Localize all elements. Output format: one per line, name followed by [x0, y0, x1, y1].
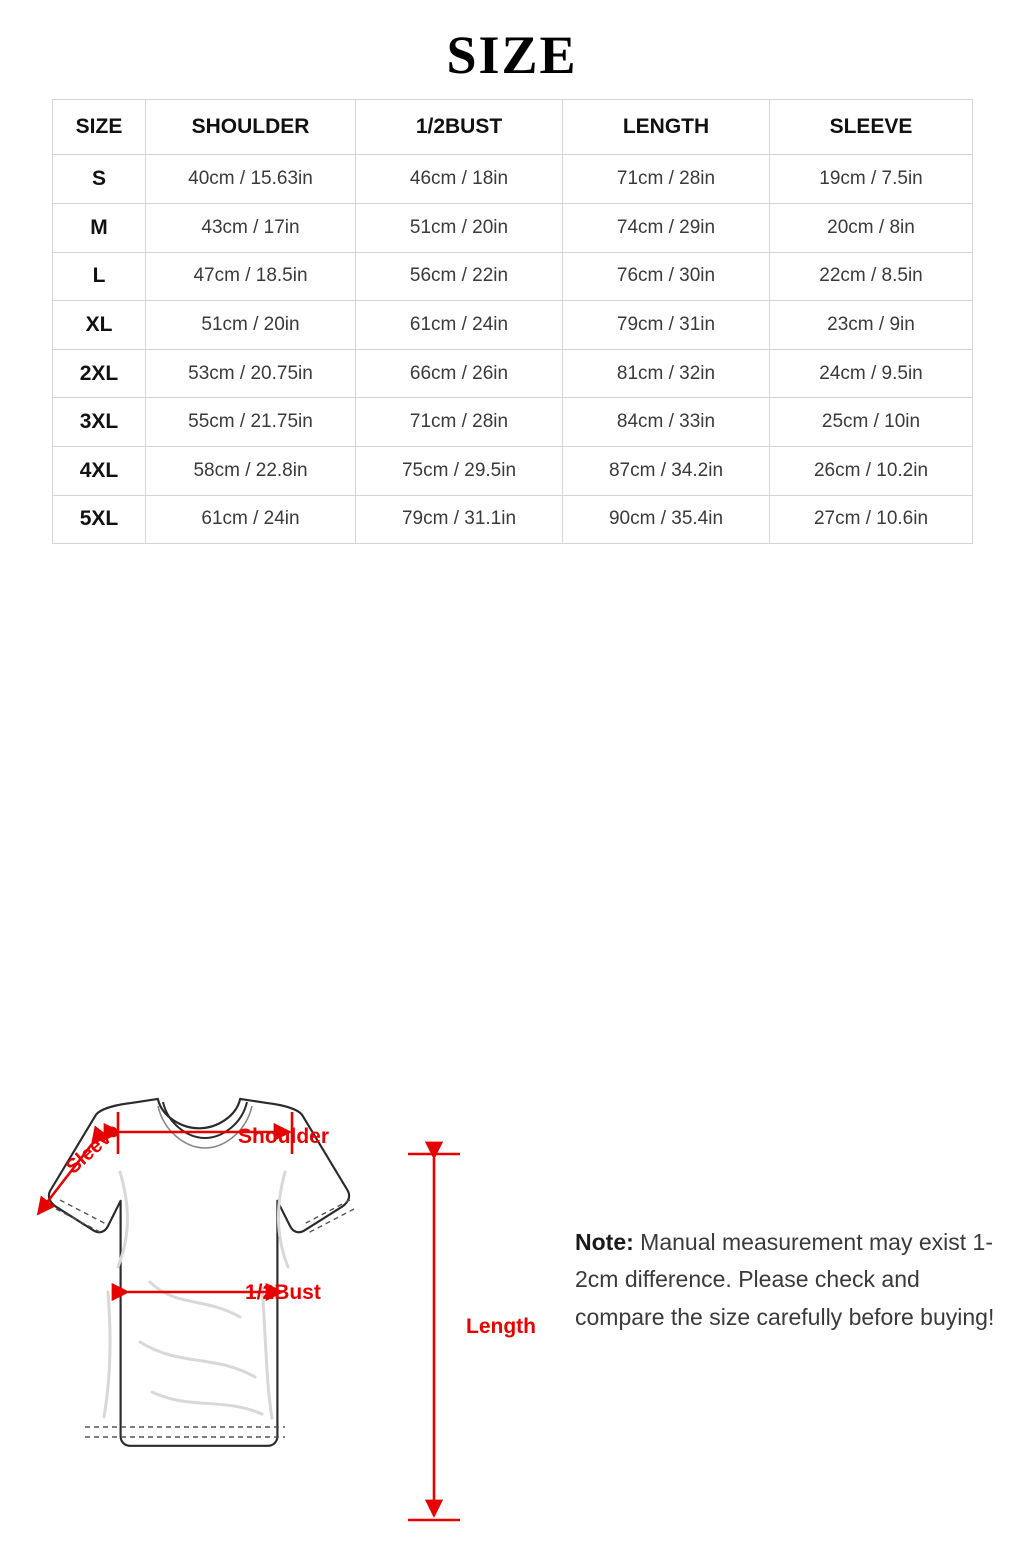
cell-bust: 46cm / 18in: [356, 155, 563, 204]
measurement-guide: [0, 544, 1024, 1339]
column-header-shoulder: SHOULDER: [146, 100, 356, 155]
cell-sleeve: 27cm / 10.6in: [770, 495, 973, 544]
column-header-bust: 1/2BUST: [356, 100, 563, 155]
cell-shoulder: 55cm / 21.75in: [146, 398, 356, 447]
note-text: Manual measurement may exist 1-2cm difference. Please check and compare the size carefully before buying!: [575, 1229, 995, 1330]
table-row: [53, 446, 973, 495]
table-row: [53, 495, 973, 544]
table-row: [53, 252, 973, 301]
cell-sleeve: 26cm / 10.2in: [770, 446, 973, 495]
cell-sleeve: 20cm / 8in: [770, 203, 973, 252]
label-shoulder: Shoulder: [238, 1125, 330, 1149]
cell-bust: 71cm / 28in: [356, 398, 563, 447]
cell-length: 90cm / 35.4in: [563, 495, 770, 544]
note-label: Note:: [575, 1229, 634, 1256]
cell-shoulder: 58cm / 22.8in: [146, 446, 356, 495]
cell-sleeve: 25cm / 10in: [770, 398, 973, 447]
column-header-size: SIZE: [53, 100, 146, 155]
size-table: [52, 99, 973, 544]
cell-bust: 51cm / 20in: [356, 203, 563, 252]
cell-size: 3XL: [53, 398, 146, 447]
cell-shoulder: 53cm / 20.75in: [146, 349, 356, 398]
cell-shoulder: 61cm / 24in: [146, 495, 356, 544]
cell-size: XL: [53, 301, 146, 350]
label-bust: 1/2Bust: [245, 1281, 321, 1305]
cell-length: 87cm / 34.2in: [563, 446, 770, 495]
cell-length: 74cm / 29in: [563, 203, 770, 252]
cell-size: M: [53, 203, 146, 252]
table-row: [53, 349, 973, 398]
table-row: [53, 155, 973, 204]
cell-sleeve: 24cm / 9.5in: [770, 349, 973, 398]
cell-size: 4XL: [53, 446, 146, 495]
cell-sleeve: 22cm / 8.5in: [770, 252, 973, 301]
cell-shoulder: 43cm / 17in: [146, 203, 356, 252]
cell-length: 79cm / 31in: [563, 301, 770, 350]
table-row: [53, 203, 973, 252]
cell-bust: 79cm / 31.1in: [356, 495, 563, 544]
note-block: [575, 1224, 995, 1336]
cell-size: L: [53, 252, 146, 301]
cell-length: 84cm / 33in: [563, 398, 770, 447]
cell-shoulder: 51cm / 20in: [146, 301, 356, 350]
cell-bust: 75cm / 29.5in: [356, 446, 563, 495]
page-title: SIZE: [446, 25, 578, 85]
cell-sleeve: 19cm / 7.5in: [770, 155, 973, 204]
table-row: [53, 301, 973, 350]
cell-bust: 61cm / 24in: [356, 301, 563, 350]
label-sleeve: Sleeve: [62, 1119, 124, 1179]
cell-length: 76cm / 30in: [563, 252, 770, 301]
cell-sleeve: 23cm / 9in: [770, 301, 973, 350]
cell-length: 71cm / 28in: [563, 155, 770, 204]
column-header-length: LENGTH: [563, 100, 770, 155]
cell-bust: 66cm / 26in: [356, 349, 563, 398]
cell-size: 2XL: [53, 349, 146, 398]
cell-size: 5XL: [53, 495, 146, 544]
cell-size: S: [53, 155, 146, 204]
label-length: Length: [466, 1315, 536, 1339]
table-row: [53, 398, 973, 447]
cell-bust: 56cm / 22in: [356, 252, 563, 301]
column-header-sleeve: SLEEVE: [770, 100, 973, 155]
size-table-container: [52, 99, 972, 544]
table-header-row: [53, 100, 973, 155]
cell-shoulder: 47cm / 18.5in: [146, 252, 356, 301]
cell-shoulder: 40cm / 15.63in: [146, 155, 356, 204]
table-header: [53, 100, 973, 155]
cell-length: 81cm / 32in: [563, 349, 770, 398]
table-body: [53, 155, 973, 544]
